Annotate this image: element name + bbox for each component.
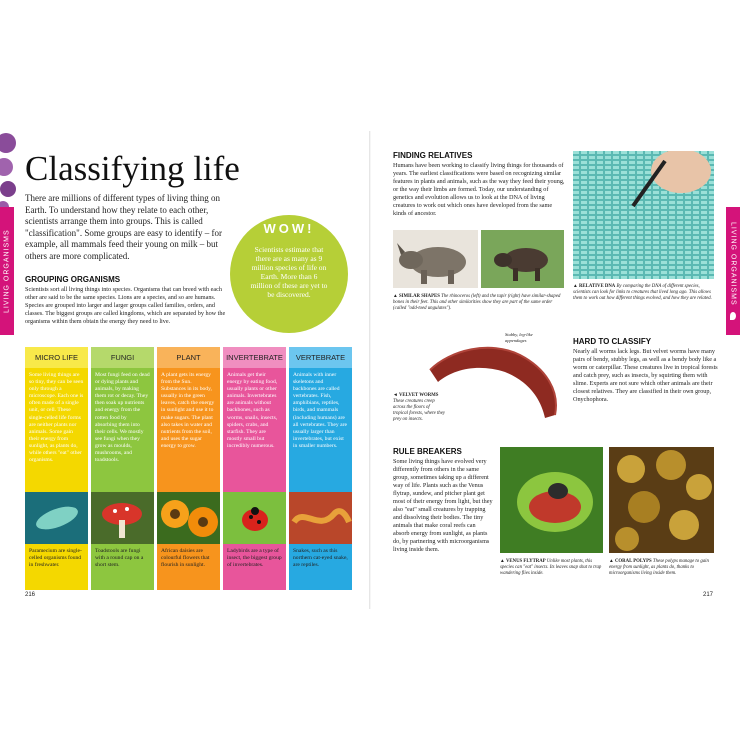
page-title: Classifying life	[25, 149, 240, 188]
wow-text: Scientists estimate that there are as many as 9 million species of life on Earth. More than 6 million of these are yet to be discovered.	[250, 245, 328, 299]
column-text: Animals with inner skeletons and backbones are called vertebrates. Fish, amphibians, reptiles, birds, and mammals (including humans) are all vertebrates. They are usually larger than invertebrates, but exist in smaller numbers.	[289, 368, 352, 492]
column-photo	[289, 492, 352, 544]
column-photo	[223, 492, 286, 544]
column-caption: Toadstools are fungi with a round cap on a short stem.	[91, 544, 154, 590]
right-page-number: 217	[703, 592, 714, 598]
decorative-spheres	[0, 131, 20, 211]
intro-paragraph: There are millions of different types of living thing on Earth. To understand how they relate to each other, scientists arrange them into groups. This is called "classification". Some groups are easy to identify – for example, all mammals feed their young on milk – but others are more complicated.	[25, 193, 223, 261]
hard-heading: HARD TO CLASSIFY	[573, 337, 652, 346]
worm-annotation: Stubby, leg-like appendages	[505, 332, 533, 343]
relative-dna-caption: ▲ RELATIVE DNA By comparing the DNA of different species, scientists can look for links to creatures that lived long ago. This allows them to work out how different things evolved, and how they are related.	[573, 284, 712, 301]
finding-heading: FINDING RELATIVES	[393, 151, 473, 160]
caption-lead: SIMILAR SHAPES	[398, 294, 440, 299]
caption-lead: CORAL POLYPS	[614, 559, 652, 564]
column-heading: PLANT	[157, 347, 220, 368]
kingdom-column-plant	[157, 347, 220, 590]
side-tab-label: LIVING ORGANISMS	[729, 222, 737, 306]
caption-lead: VENUS FLYTRAP	[505, 559, 546, 564]
venus-flytrap-caption: ▲ VENUS FLYTRAP Unlike most plants, this species can "eat" insects. Its leaves snap shut to trap wandering flies inside.	[500, 559, 602, 576]
caption-text: These creatures creep across the floors of tropical forests, where they prey on insects.	[393, 399, 445, 422]
left-page-number: 216	[25, 592, 36, 598]
kingdom-column-vertebrate	[289, 347, 352, 590]
velvet-worm-caption: ◄ VELVET WORMS These creatures creep across the floors of tropical forests, where they prey on insects.	[393, 393, 445, 422]
column-text: Animals get their energy by eating food, usually plants or other animals. Invertebrates are animals without backbones, such as worms, snails, insects, spiders, crabs, and starfish. They are mostly small but incredibly numerous.	[223, 368, 286, 492]
side-tab-label: LIVING ORGANISMS	[3, 229, 11, 313]
column-photo	[25, 492, 88, 544]
column-caption: Paramecium are single-celled organisms found in freshwater.	[25, 544, 88, 590]
kingdom-column-micro-life	[25, 347, 88, 590]
leaf-icon	[730, 312, 736, 320]
caption-text: By comparing the DNA of different species, scientists can look for links to creatures that lived long ago. This allows them to work out how different things evolved, and how they are related.	[573, 284, 712, 301]
column-photo	[157, 492, 220, 544]
column-heading: VERTEBRATE	[289, 347, 352, 368]
kingdom-column-fungi	[91, 347, 154, 590]
similar-shapes-caption: ▲ SIMILAR SHAPES The rhinoceros (left) and the tapir (right) have similar-shaped bones in their feet. This and other similarities show they are part of the same order (called "odd-toed ungulates").	[393, 294, 561, 311]
coral-polyps-photo	[609, 447, 714, 553]
caption-text: Unlike most plants, this species can "eat" insects. Its leaves snap shut to trap wandering flies inside.	[500, 559, 602, 576]
column-heading: FUNGI	[91, 347, 154, 368]
column-caption: Ladybirds are a type of insect, the biggest group of invertebrates.	[223, 544, 286, 590]
caption-text: The rhinoceros (left) and the tapir (right) have similar-shaped bones in their feet. This and other similarities show they are part of the same order (called "odd-toed ungulates").	[393, 294, 561, 311]
kingdom-column-invertebrate	[223, 347, 286, 590]
grouping-heading: GROUPING ORGANISMS	[25, 275, 121, 284]
column-photo	[91, 492, 154, 544]
hard-text: Nearly all worms lack legs. But velvet worms have many pairs of bendy, stubby legs, as well as a bendy body like a worm or caterpillar. These creatures live in tropical forests and catch prey, such as insects, by squirting them with slime. Experts are not sure which other animals are their closest relatives. They are classified in their own group, Onychophora.	[573, 348, 718, 403]
right-side-tab	[726, 207, 740, 335]
caption-lead: VELVET WORMS	[398, 393, 439, 398]
column-caption: African daisies are colourful flowers that flourish in sunlight.	[157, 544, 220, 590]
grouping-text: Scientists sort all living things into species. Organisms that can breed with each other are said to be the same species. Lions are a species, and so are humans. Species are grouped into larger and larger groups called families, orders, and classes. The biggest groups are called kingdoms, which are separated by how the organisms within them obtain the energy they need to live.	[25, 286, 226, 325]
venus-flytrap-photo	[500, 447, 603, 553]
finding-text: Humans have been working to classify living things for thousands of years. The earliest classifications were based on recognizing similar features in plants and animals, such as the way they feed their young, or the way their limbs are formed. Today, our understanding of genetics and evolution allows us to look at the DNA of living creatures to work out which ones have developed from the same kinds of ancestor.	[393, 162, 565, 217]
column-heading: MICRO LIFE	[25, 347, 88, 368]
caption-lead: RELATIVE DNA	[578, 284, 616, 289]
wow-title: WOW!	[263, 221, 315, 236]
left-side-tab	[0, 207, 14, 335]
book-gutter	[369, 131, 371, 609]
column-text: A plant gets its energy from the Sun. Substances in its body, usually in the green leaves, catch the energy in sunlight and use it to make sugars. The plant also takes in water and nutrients from the soil, and uses the sugar energy to grow.	[157, 368, 220, 492]
column-heading: INVERTEBRATE	[223, 347, 286, 368]
column-text: Some living things are so tiny, they can be seen only through a microscope. Each one is often made of a single unit, or cell. These single-celled life forms are neither plants nor animals. Some gain their energy from sunlight, as plants do, while others "eat" other organisms.	[25, 368, 88, 492]
column-text: Most fungi feed on dead or dying plants and animals, by making them rot or decay. They then soak up nutrients and energy from the rotten food by absorbing them into their cells. We mostly see fungi when they grow as moulds, mushrooms, and toadstools.	[91, 368, 154, 492]
dna-photo	[573, 151, 714, 279]
rhinoceros-photo	[393, 230, 478, 288]
rule-text: Some living things have evolved very differently from others in the same group, sometimes taking up a different way of life. Plants such as the Venus flytrap, sundew, and pitcher plant get most of their energy from light, but they also "eat" small creatures by trapping and dissolving their bodies. The tiny animals that make coral reefs can absorb energy from sunlight, as plants do, by partnering with microorganisms living inside them.	[393, 458, 493, 553]
wow-callout	[230, 215, 348, 333]
caption-text: These polyps manage to gain energy from sunlight, as plants do, thanks to microorganisms living inside them.	[609, 559, 709, 576]
rule-heading: RULE BREAKERS	[393, 447, 462, 456]
tapir-photo	[481, 230, 564, 288]
coral-polyps-caption: ▲ CORAL POLYPS These polyps manage to gain energy from sunlight, as plants do, thanks to microorganisms living inside them.	[609, 559, 709, 576]
column-caption: Snakes, such as this northern cat-eyed snake, are reptiles.	[289, 544, 352, 590]
